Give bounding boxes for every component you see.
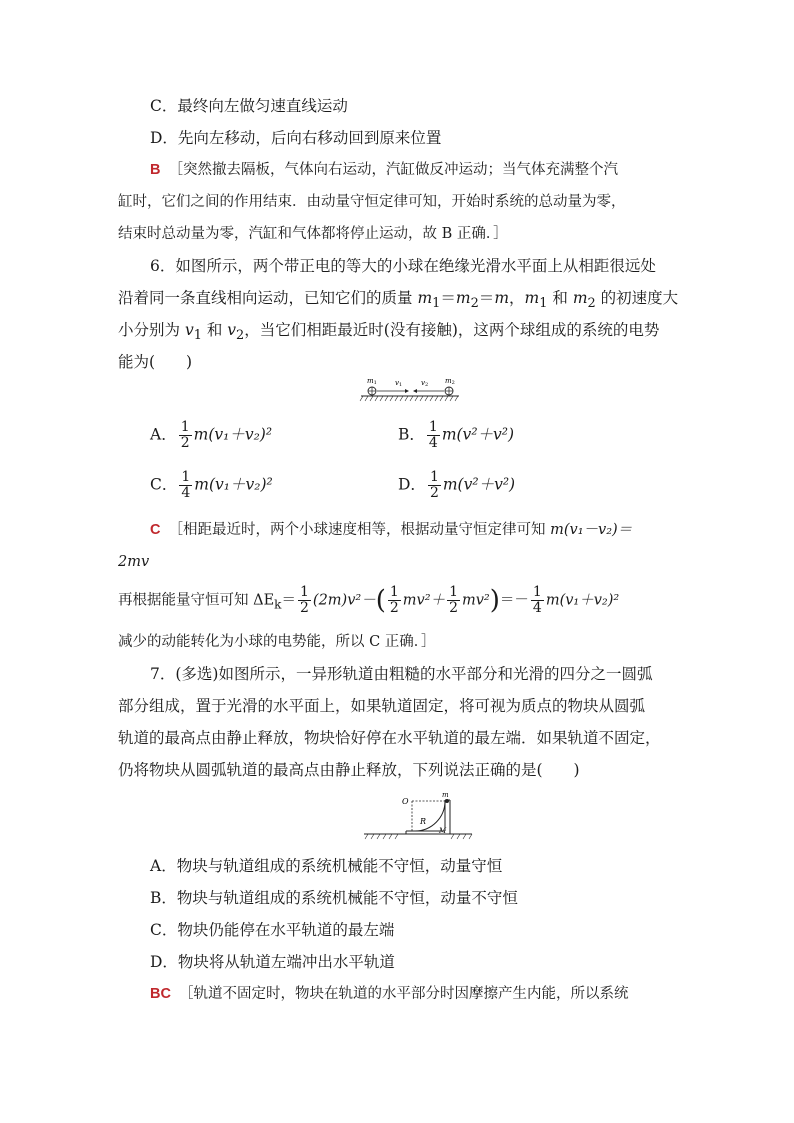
fig-m2-label: m2	[445, 377, 455, 386]
fig-m-label: m	[442, 791, 449, 799]
block-m	[445, 799, 449, 803]
q5-answer-letter: B	[150, 162, 161, 178]
fig-R-label: R	[420, 817, 427, 826]
q5-answer-line-3: 结束时总动量为零，汽缸和气体都将停止运动，故 B 正确．］	[118, 226, 508, 242]
q5-option-d: D．先向左移动，后向右移动回到原来位置	[150, 129, 442, 147]
q7-stem-line-3: 轨道的最高点由静止释放，物块恰好停在水平轨道的最左端．如果轨道不固定，	[118, 729, 661, 747]
q6-option-d: D． $\frac{1}{2}$ m(v²＋v²)	[398, 469, 516, 501]
q7-option-a: A．物块与轨道组成的系统机械能不守恒，动量守恒	[150, 857, 503, 875]
q7-stem-line-2: 部分组成，置于光滑的水平面上，如果轨道固定，将可视为质点的物块从圆弧	[118, 697, 646, 715]
q6-answer-letter: C	[150, 522, 161, 538]
q7-option-b: B．物块与轨道组成的系统机械能不守恒，动量不守恒	[150, 889, 518, 907]
q7-option-c: C．物块仍能停在水平轨道的最左端	[150, 921, 395, 939]
q5-answer-line-2: 缸时，它们之间的作用结束．由动量守恒定律可知，开始时系统的总动量为零，	[118, 194, 626, 210]
q6-answer-line-3: 再根据能量守恒可知 $\Delta E_k=$ $\frac{1}{2}$ (2m)v²－( $\frac{1}{2}$ mv²＋ $\frac{1}{2}$ mv²)＝－ $\frac{1}{4}$ m(v₁＋v₂)²	[118, 584, 620, 616]
q7-answer-letter: BC	[150, 986, 171, 1002]
fig-M-label: M	[439, 827, 447, 835]
q5-answer-text: ［突然撤去隔板，气体向右运动，汽缸做反冲运动；当气体充满整个汽	[168, 162, 618, 178]
q6-stem-line-2: 沿着同一条直线相向运动，已知它们的质量 $m_1=m_2=m$，$m_1$ 和 $m_2$ 的初速度大	[118, 289, 679, 312]
q6-stem-line-4: 能为( )	[118, 353, 193, 371]
q6-option-c: C． $\frac{1}{4}$ m(v₁＋v₂)²	[150, 469, 273, 501]
q6-answer-line-1: C ［相距最近时，两个小球速度相等，根据动量守恒定律可知 m(v₁－v₂)＝	[150, 522, 633, 538]
fig-v1-label: v1	[395, 379, 403, 388]
q7-stem-line-4: 仍将物块从圆弧轨道的最高点由静止释放，下列说法正确的是( )	[118, 761, 580, 779]
fig-O-label: O	[402, 797, 409, 806]
fig-m1-label: m1	[367, 377, 377, 386]
fig-v2-label: v2	[421, 379, 429, 388]
q6-option-a: A． $\frac{1}{2}$ m(v₁＋v₂)²	[150, 419, 273, 451]
q7-figure	[362, 788, 474, 842]
q6-answer-line-2: 2mv	[118, 554, 150, 570]
q6-stem-line-1: 6．如图所示，两个带正电的等大的小球在绝缘光滑水平面上从相距很远处	[150, 257, 656, 275]
q5-answer-line-1	[150, 160, 618, 180]
q7-answer-line-1: BC ［轨道不固定时，物块在轨道的水平部分时因摩擦产生内能，所以系统	[150, 986, 629, 1002]
q7-option-d: D．物块将从轨道左端冲出水平轨道	[150, 953, 395, 971]
q5-option-c: C．最终向左做匀速直线运动	[150, 97, 348, 115]
q6-answer-line-4: 减少的动能转化为小球的电势能，所以 C 正确．］	[118, 634, 436, 650]
q6-stem-line-3: 小分别为 $v_1$ 和 $v_2$，当它们相距最近时(没有接触)，这两个球组成的系统的电势	[118, 321, 660, 344]
q6-figure	[355, 374, 465, 408]
q6-option-b: B． $\frac{1}{4}$ m(v²＋v²)	[398, 419, 515, 451]
q7-stem-line-1: 7．(多选)如图所示，一异形轨道由粗糙的水平部分和光滑的四分之一圆弧	[150, 665, 653, 683]
